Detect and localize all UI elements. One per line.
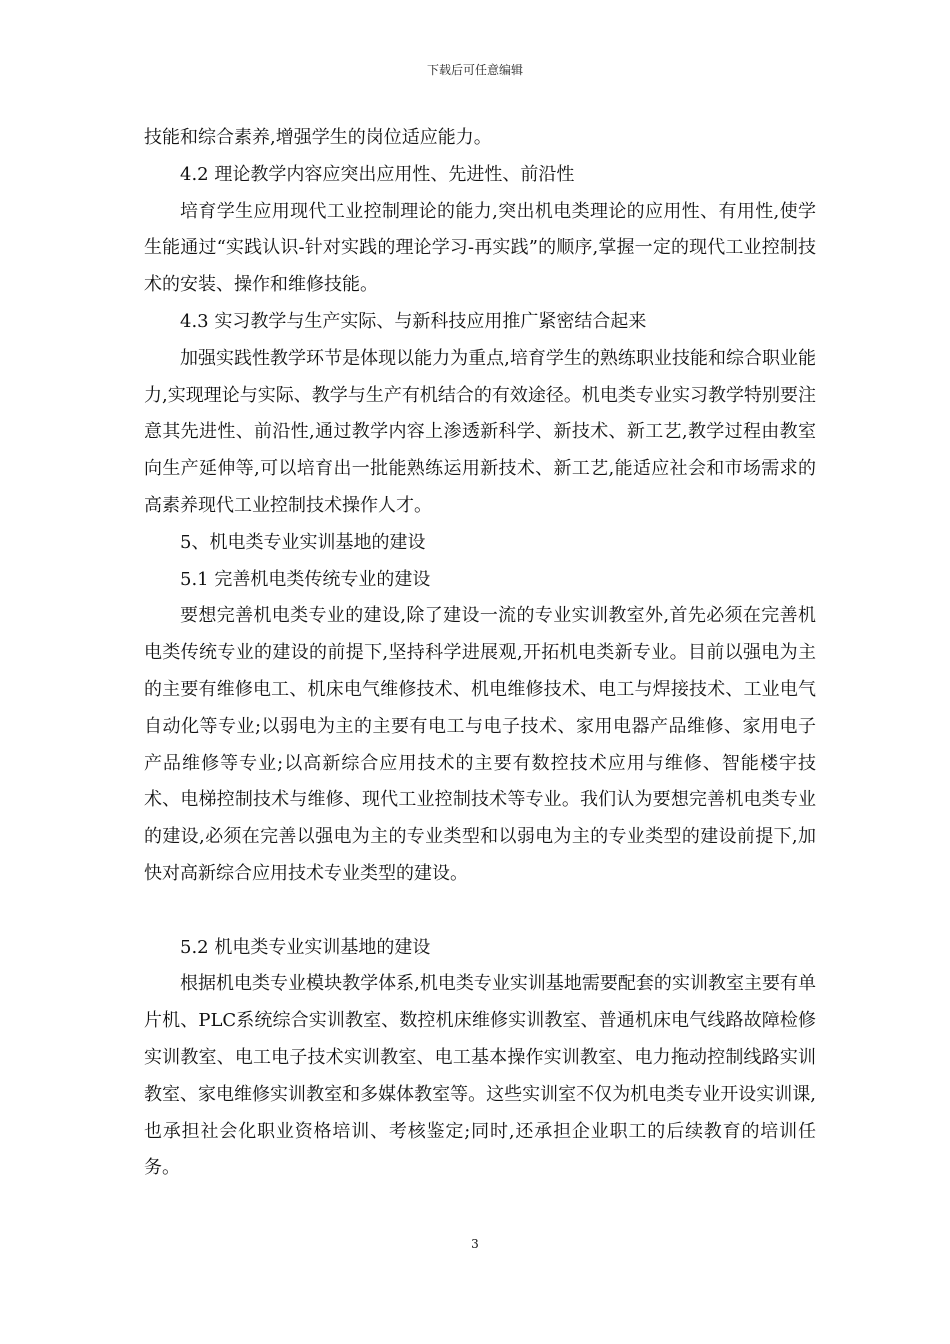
- paragraph-4-3-body: 加强实践性教学环节是体现以能力为重点,培育学生的熟练职业技能和综合职业能力,实现理论与实际、教学与生产有机结合的有效途径。机电类专业实习教学特别要注意其先进性、前沿性,通过教学内容上渗透新科学、新技术、新工艺,教学过程由教室向生产延伸等,可以培育出一批能熟练运用新技术、新工艺,能适应社会和市场需求的高素养现代工业控制技术操作人才。: [144, 347, 816, 516]
- section-heading-5-2: 5.2 机电类专业实训基地的建设: [180, 936, 431, 958]
- document-body: [144, 120, 816, 1187]
- section-heading-5-1: 5.1 完善机电类传统专业的建设: [180, 568, 431, 590]
- paragraph-4-2-body: 培育学生应用现代工业控制理论的能力,突出机电类理论的应用性、有用性,使学生能通过“实践认识-针对实践的理论学习-再实践”的顺序,掌握一定的现代工业控制技术的安装、操作和维修技能。: [144, 200, 816, 296]
- page-number: 3: [471, 1237, 479, 1251]
- paragraph-5-2-body: 根据机电类专业模块教学体系,机电类专业实训基地需要配套的实训教室主要有单片机、PLC系统综合实训教室、数控机床维修实训教室、普通机床电气线路故障检修实训教室、电工电子技术实训教室、电工基本操作实训教室、电力拖动控制线路实训教室、家电维修实训教室和多媒体教室等。这些实训室不仅为机电类专业开设实训课,也承担社会化职业资格培训、考核鉴定;同时,还承担企业职工的后续教育的培训任务。: [144, 973, 816, 1179]
- page-header: 下载后可任意编辑: [426, 63, 523, 77]
- section-heading-5: 5、机电类专业实训基地的建设: [180, 531, 426, 553]
- paragraph-continuation: 技能和综合素养,增强学生的岗位适应能力。: [144, 127, 492, 148]
- paragraph-5-1-body: 要想完善机电类专业的建设,除了建设一流的专业实训教室外,首先必须在完善机电类传统专业的建设的前提下,坚持科学进展观,开拓机电类新专业。目前以强电为主的主要有维修电工、机床电气维修技术、机电维修技术、电工与焊接技术、工业电气自动化等专业;以弱电为主的主要有电工与电子技术、家用电器产品维修、家用电子产品维修等专业;以高新综合应用技术的主要有数控技术应用与维修、智能楼宇技术、电梯控制技术与维修、现代工业控制技术等专业。我们认为要想完善机电类专业的建设,必须在完善以强电为主的专业类型和以弱电为主的专业类型的建设前提下,加快对高新综合应用技术专业类型的建设。: [144, 605, 816, 884]
- section-heading-4-3: 4.3 实习教学与生产实际、与新科技应用推广紧密结合起来: [180, 310, 647, 332]
- section-heading-4-2: 4.2 理论教学内容应突出应用性、先进性、前沿性: [180, 163, 575, 185]
- paragraph-spacer: [144, 893, 816, 930]
